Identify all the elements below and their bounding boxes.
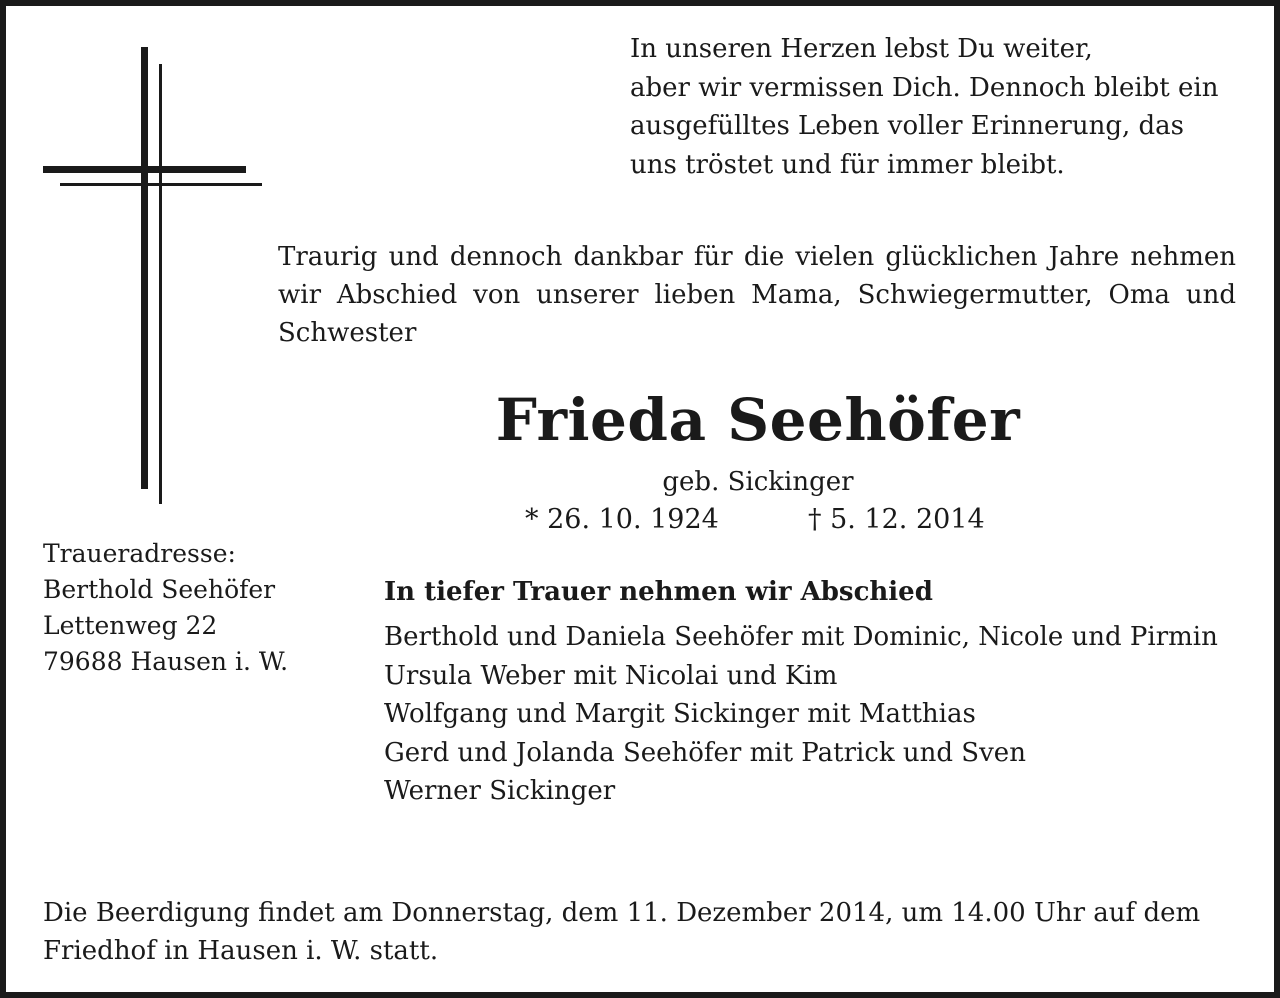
maiden-name: geb. Sickinger [662,467,854,497]
address-label: Traueradresse: [43,539,236,568]
mourners-heading: In tiefer Trauer nehmen wir Abschied [384,577,933,607]
mourner-entry: Wolfgang und Margit Sickinger mit Matthias [384,699,976,729]
address-street: Lettenweg 22 [43,611,218,640]
deceased-name: Frieda Seehöfer [495,386,1021,454]
mourner-entry: Ursula Weber mit Nicolai und Kim [384,660,838,691]
address-city: 79688 Hausen i. W. [43,647,289,676]
mourner-entry: Berthold und Daniela Seehöfer mit Dominic, Nicole und Pirmin [384,622,1218,652]
memorial-poem [630,30,1250,184]
mourners-list [384,572,1218,811]
mourner-entry: Gerd und Jolanda Seehöfer mit Patrick und Sven [384,737,1026,768]
poem-line: In unseren Herzen lebst Du weiter, [630,34,1093,64]
poem-line: uns tröstet und für immer bleibt. [630,149,1065,180]
poem-line: ausgefülltes Leben voller Erinnerung, das [630,111,1184,141]
mourner-entry: Werner Sickinger [384,776,616,806]
birth-date: * 26. 10. 1924 [525,504,719,535]
poem-line: aber wir vermissen Dich. Dennoch bleibt ein [630,72,1219,103]
farewell-intro: Traurig und dennoch dankbar für die vielen glücklichen Jahre nehmen wir Abschied von unserer lieben Mama, Schwiegermutter, Oma und Schwester [278,242,1236,348]
funeral-announcement: Die Beerdigung findet am Donnerstag, dem 11. Dezember 2014, um 14.00 Uhr auf dem Friedhof in Hausen i. W. statt. [43,898,1201,966]
mourning-address [43,536,288,680]
address-name: Berthold Seehöfer [43,575,276,604]
death-date: † 5. 12. 2014 [808,504,985,535]
